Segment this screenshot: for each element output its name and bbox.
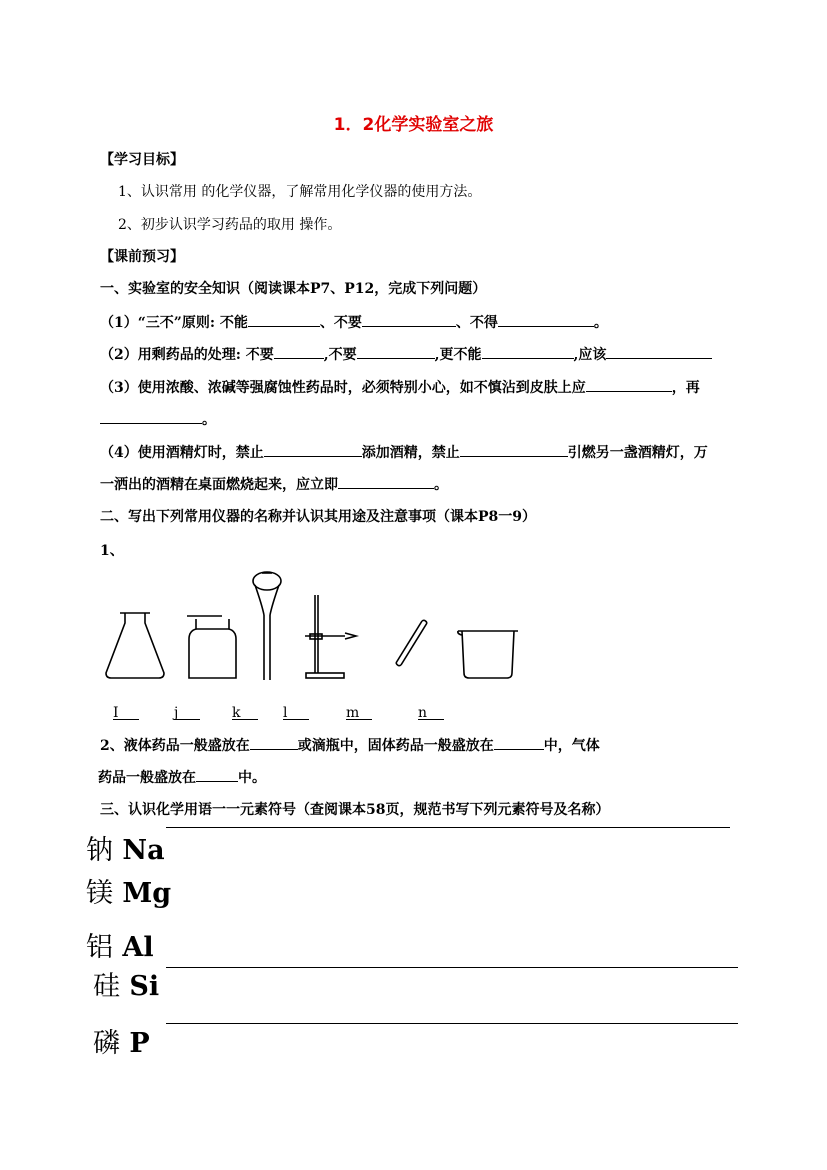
answer-blank[interactable] bbox=[100, 409, 202, 424]
answer-blank[interactable] bbox=[482, 344, 574, 359]
section2-question-2: 2、液体药品一般盛放在 或滴瓶中，固体药品一般盛放在 中，气体 bbox=[100, 735, 600, 756]
beaker-icon bbox=[458, 631, 518, 678]
label-k: k bbox=[232, 705, 258, 724]
answer-blank[interactable] bbox=[264, 442, 362, 457]
element-phosphorus: 磷 P bbox=[93, 1028, 150, 1059]
goal-item-2: 2、初步认识学习药品的取用 操作。 bbox=[118, 217, 342, 233]
answer-blank[interactable] bbox=[250, 735, 298, 750]
answer-blank[interactable] bbox=[498, 312, 594, 327]
answer-blank[interactable] bbox=[586, 377, 672, 392]
writing-line[interactable] bbox=[166, 827, 730, 828]
writing-line[interactable] bbox=[166, 1023, 738, 1024]
section2-title: 二、写出下列常用仪器的名称并认识其用途及注意事项（课本P8一9） bbox=[100, 509, 537, 525]
answer-blank[interactable] bbox=[338, 474, 434, 489]
answer-blank[interactable] bbox=[196, 767, 238, 782]
element-aluminum: 铝 Al bbox=[86, 932, 154, 963]
question-3-cont: 。 bbox=[100, 409, 216, 430]
goals-header: 【学习目标】 bbox=[100, 152, 184, 168]
label-m: m bbox=[346, 705, 372, 724]
element-magnesium: 镁 Mg bbox=[86, 878, 172, 909]
label-l: l bbox=[283, 705, 309, 724]
question-1: （1）“三不”原则: 不能 、不要 、不得 。 bbox=[100, 312, 608, 333]
answer-blank[interactable] bbox=[460, 442, 568, 457]
instruments-figure bbox=[0, 565, 827, 695]
answer-blank[interactable] bbox=[248, 312, 320, 327]
glass-rod-icon bbox=[396, 620, 427, 665]
goal-item-1: 1、认识常用 的化学仪器，了解常用化学仪器的使用方法。 bbox=[118, 184, 482, 200]
label-i: I bbox=[113, 705, 139, 724]
section3-title: 三、认识化学用语一一元素符号（查阅课本58页，规范书写下列元素符号及名称） bbox=[100, 802, 610, 818]
section2-question-2-cont: 药品一般盛放在 中。 bbox=[98, 767, 266, 788]
section1-title: 一、实验室的安全知识（阅读课本P7、P12，完成下列问题） bbox=[100, 281, 487, 297]
iron-stand-icon bbox=[305, 595, 356, 678]
erlenmeyer-flask-icon bbox=[106, 613, 164, 678]
answer-blank[interactable] bbox=[606, 344, 712, 359]
label-n: n bbox=[418, 705, 444, 724]
answer-blank[interactable] bbox=[357, 344, 435, 359]
question-3: （3）使用浓酸、浓碱等强腐蚀性药品时，必须特别小心，如不慎沾到皮肤上应 ，再 bbox=[100, 377, 700, 398]
question-4: （4）使用酒精灯时，禁止 添加酒精，禁止 引燃另一盏酒精灯，万 bbox=[100, 442, 708, 463]
element-sodium: 钠 Na bbox=[86, 835, 165, 866]
question-4-cont: 一洒出的酒精在桌面燃烧起来，应立即 。 bbox=[100, 474, 448, 495]
separatory-funnel-icon bbox=[253, 572, 281, 680]
page-title: 1．2化学实验室之旅 bbox=[333, 115, 494, 135]
section2-item-1: 1、 bbox=[100, 543, 124, 559]
writing-line[interactable] bbox=[166, 967, 738, 968]
answer-blank[interactable] bbox=[362, 312, 456, 327]
label-j: j bbox=[174, 705, 200, 724]
question-2: （2）用剩药品的处理: 不要 ,不要 ,更不能 ,应该 bbox=[100, 344, 712, 365]
preview-header: 【课前预习】 bbox=[100, 249, 184, 265]
element-silicon: 硅 Si bbox=[93, 971, 160, 1002]
reagent-bottle-icon bbox=[187, 616, 236, 678]
answer-blank[interactable] bbox=[274, 344, 324, 359]
answer-blank[interactable] bbox=[494, 735, 544, 750]
